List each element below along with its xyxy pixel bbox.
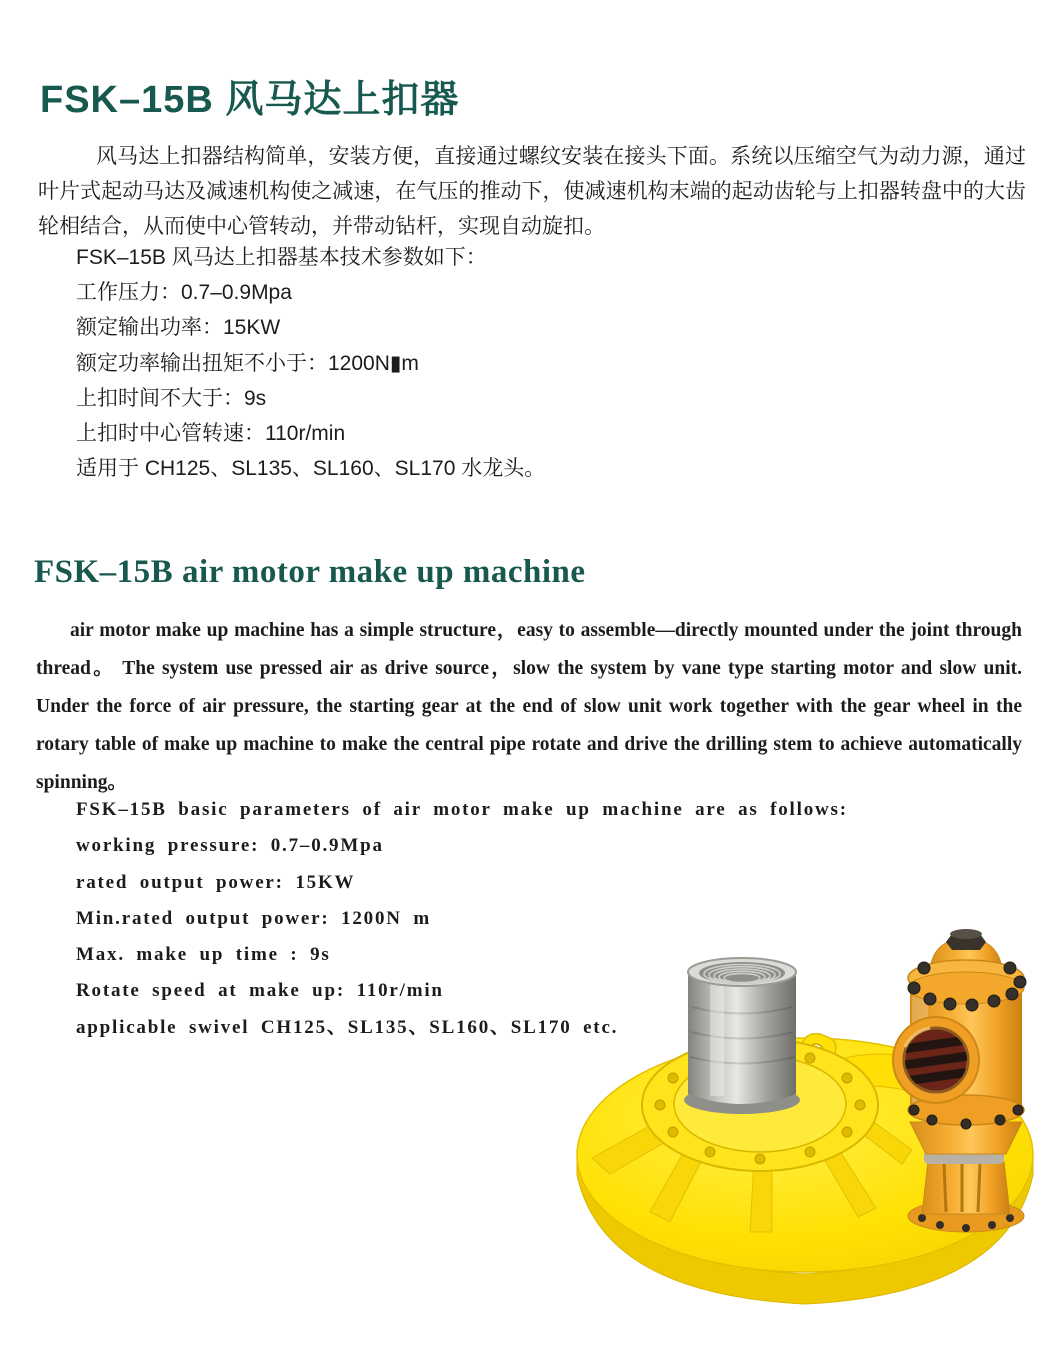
en-page-title: FSK–15B air motor make up machine (34, 554, 586, 590)
en-param-min-rated-output: Min.rated output power: 1200N m (76, 907, 431, 929)
en-param-working-pressure: working pressure: 0.7–0.9Mpa (76, 835, 384, 857)
cn-params-intro: FSK–15B 风马达上扣器基本技术参数如下： (76, 246, 487, 269)
machine-photo (558, 912, 1063, 1332)
en-param-rotate-speed: Rotate speed at make up: 110r/min (76, 980, 444, 1002)
cn-description-paragraph: 风马达上扣器结构简单，安装方便，直接通过螺纹安装在接头下面。系统以压缩空气为动力源，通过叶片式起动马达及减速机构使之减速，在气压的推动下，使减速机构末端的起动齿轮与上扣器转盘中的大齿轮相结合，从而使中心管转动，并带动钻杆，实现自动旋扣。 (38, 145, 1026, 238)
central-pipe (684, 958, 800, 1114)
cn-params-list (76, 240, 545, 486)
en-param-applicable-swivel: applicable swivel CH125、SL135、SL160、SL170 etc. (76, 1016, 619, 1038)
air-motor (893, 929, 1026, 1129)
cn-param-rotate-speed: 上扣时中心管转速：110r/min (76, 422, 346, 446)
en-param-rated-output-power: rated output power: 15KW (76, 871, 356, 893)
cn-param-working-pressure: 工作压力：0.7–0.9Mpa (76, 281, 292, 305)
en-params-intro: FSK–15B basic parameters of air motor make up machine are as follows: (76, 799, 848, 820)
en-description-paragraph: air motor make up machine has a simple structure，easy to assemble—directly mounted under the joint through thread。 The system use pressed air as drive source，slow the system by vane type starting motor and slow unit. Under the force of air pressure, the starting gear at the end of slow unit work together with the gear wheel in the rotary table of make up machine to make the central pipe rotate and drive the drilling stem to achieve automatically spinning。 (36, 620, 1022, 793)
cn-param-rated-torque: 额定功率输出扭矩不小于：1200N▮m (76, 351, 419, 375)
cn-param-rated-output-power: 额定输出功率：15KW (76, 316, 281, 340)
cn-param-make-up-time: 上扣时间不大于：9s (76, 386, 267, 410)
en-param-max-make-up-time: Max. make up time : 9s (76, 944, 331, 966)
cn-page-title: FSK–15B 风马达上扣器 (40, 79, 460, 121)
cn-param-applicable-swivel: 适用于 CH125、SL135、SL160、SL170 水龙头。 (76, 457, 546, 481)
exhaust-port (893, 1017, 979, 1103)
